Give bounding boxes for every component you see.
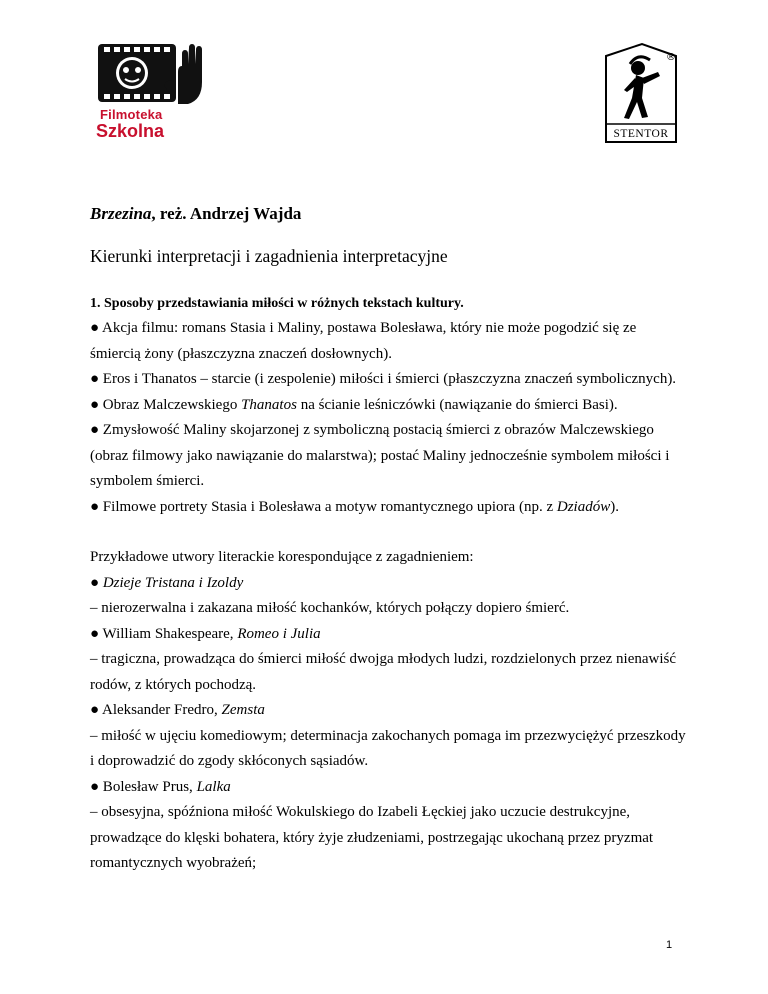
registered-mark: ® bbox=[666, 52, 676, 63]
film-title: Brzezina bbox=[90, 204, 152, 223]
section-heading: 1. Sposoby przedstawiania miłości w różnych tekstach kultury. bbox=[90, 296, 464, 311]
example-description: – obsesyjna, spóźniona miłość Wokulskiego do Izabeli Łęckiej jako uczucie destrukcyjne, prowadzące do klęski bohatera, który żyje złudzeniami, postrzegając ukochaną przez pryzmat romantycznych wyobrażeń; bbox=[90, 804, 654, 871]
spacer bbox=[90, 520, 690, 545]
paragraph: ● Filmowe portrety Stasia i Bolesława a motyw romantycznego upiora (np. z Dziadów). bbox=[90, 498, 619, 515]
paragraph: ● Eros i Thanatos – starcie (i zespolenie) miłości i śmierci (płaszczyzna znaczeń symbolicznych). bbox=[90, 371, 677, 387]
example-heading: ● Bolesław Prus, Lalka bbox=[90, 778, 231, 795]
example-description: – nierozerwalna i zakazana miłość kochanków, których połączy dopiero śmierć. bbox=[90, 600, 570, 616]
title-rest: , reż. Andrzej Wajda bbox=[151, 204, 302, 223]
page-number: 1 bbox=[666, 939, 673, 951]
paragraph: ● Akcja filmu: romans Stasia i Maliny, postawa Bolesława, który nie może pogodzić się ze śmiercią żony (płaszczyzna znaczeń dosłownych). bbox=[90, 320, 637, 362]
logo-line1: Filmoteka bbox=[100, 107, 163, 122]
section-body bbox=[90, 316, 690, 877]
filmoteka-logo bbox=[92, 42, 204, 142]
paragraph: ● Zmysłowość Maliny skojarzonej z symboliczną postacią śmierci z obrazów Malczewskiego (obraz filmowy jako nawiązanie do malarstwa); postać Maliny jednocześnie symbolem miłości i symbolem śmierci. bbox=[90, 422, 670, 489]
example-description: – miłość w ujęciu komediowym; determinacja zakochanych pomaga im przezwyciężyć przeszkody i doprowadzić do zgody skłóconych sąsiadów. bbox=[90, 727, 686, 769]
example-heading: ● Dzieje Tristana i Izoldy bbox=[90, 574, 244, 591]
film-reel-icon bbox=[92, 42, 204, 106]
example-heading: ● Aleksander Fredro, Zemsta bbox=[90, 702, 265, 718]
document-subtitle: Kierunki interpretacji i zagadnienia interpretacyjne bbox=[90, 246, 448, 266]
logo-line2: Szkolna bbox=[96, 121, 165, 141]
stentor-logo bbox=[602, 42, 680, 146]
examples-intro: Przykładowe utwory literackie korespondujące z zagadnieniem: bbox=[90, 549, 474, 565]
document-title bbox=[90, 204, 301, 224]
example-description: – tragiczna, prowadząca do śmierci miłość dwojga młodych ludzi, rozdzielonych przez nienawiść rodów, z których pochodzą. bbox=[90, 651, 677, 693]
example-heading: ● William Shakespeare, Romeo i Julia bbox=[90, 625, 321, 642]
paragraph: ● Obraz Malczewskiego Thanatos na ścianie leśniczówki (nawiązanie do śmierci Basi). bbox=[90, 396, 618, 413]
stentor-label: STENTOR bbox=[613, 128, 669, 140]
